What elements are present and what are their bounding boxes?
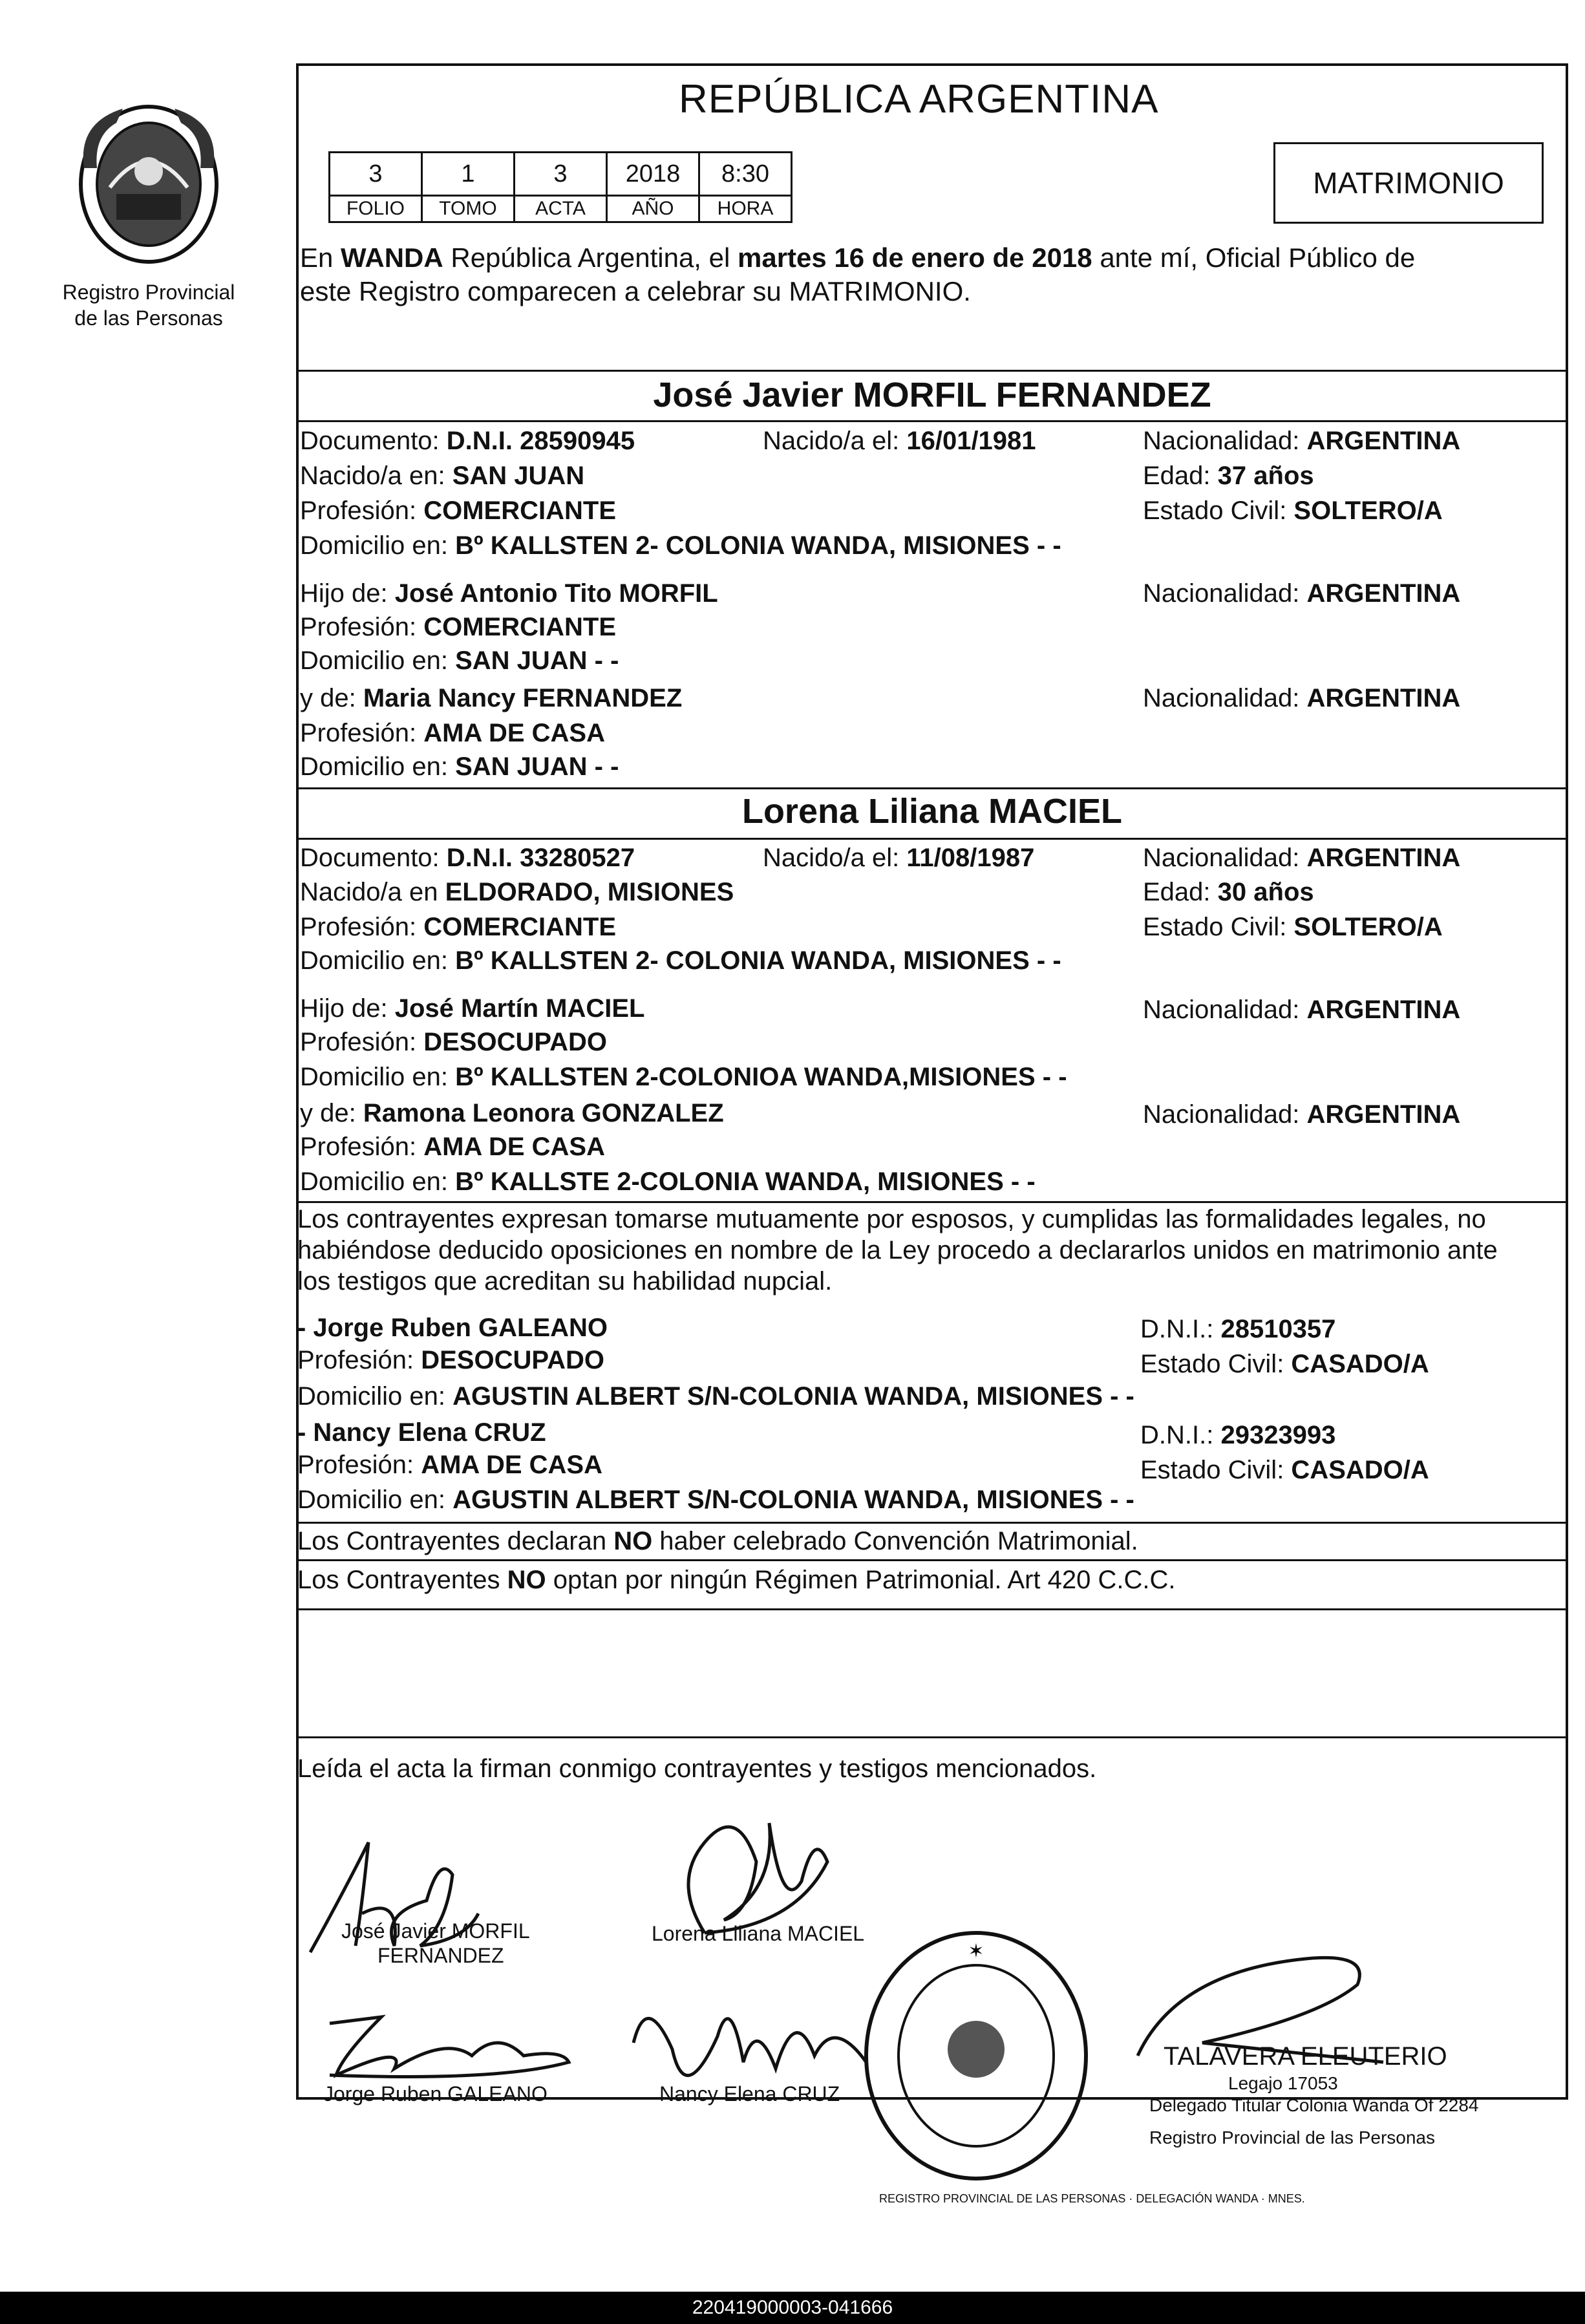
witness1-profession: Profesión: DESOCUPADO bbox=[297, 1346, 604, 1374]
c2-father-profession: Profesión: DESOCUPADO bbox=[300, 1028, 607, 1056]
official-name: TALAVERA ELEUTERIO bbox=[1164, 2042, 1447, 2071]
sig4-name: Nancy Elena CRUZ bbox=[659, 2082, 840, 2105]
folio-value: 3 bbox=[330, 153, 422, 196]
contrayente2-name: Lorena Liliana MACIEL bbox=[741, 792, 1123, 831]
official-stamp-icon bbox=[860, 1926, 1092, 2185]
hora-value: 8:30 bbox=[699, 153, 792, 196]
sig3-name: Jorge Ruben GALEANO bbox=[323, 2082, 548, 2105]
intro-line-2: este Registro comparecen a celebrar su MATRIMONIO. bbox=[300, 276, 971, 306]
official-legajo: Legajo 17053 bbox=[1228, 2073, 1338, 2093]
sig2-name: Lorena Liliana MACIEL bbox=[652, 1922, 865, 1945]
convention-statement: Los Contrayentes declaran NO haber celebrado Convención Matrimonial. bbox=[297, 1527, 1138, 1555]
c1-father-nationality: Nacionalidad: ARGENTINA bbox=[1143, 579, 1461, 608]
anio-label: AÑO bbox=[607, 196, 699, 222]
witness2-address: Domicilio en: AGUSTIN ALBERT S/N-COLONIA WANDA, MISIONES - - bbox=[297, 1486, 1134, 1514]
c1-civil-status: Estado Civil: SOLTERO/A bbox=[1143, 496, 1443, 525]
c1-mother-address: Domicilio en: SAN JUAN - - bbox=[300, 752, 619, 781]
witness2-dni: D.N.I.: 29323993 bbox=[1140, 1421, 1336, 1449]
c1-father: Hijo de: José Antonio Tito MORFIL bbox=[300, 579, 718, 608]
c1-address: Domicilio en: Bº KALLSTEN 2- COLONIA WANDA, MISIONES - - bbox=[300, 531, 1061, 560]
c1-profession: Profesión: COMERCIANTE bbox=[300, 496, 616, 525]
witness2-name: - Nancy Elena CRUZ bbox=[297, 1418, 546, 1447]
anio-value: 2018 bbox=[607, 153, 699, 196]
witness1-name: - Jorge Ruben GALEANO bbox=[297, 1314, 608, 1342]
c1-mother-profession: Profesión: AMA DE CASA bbox=[300, 719, 605, 747]
c2-age: Edad: 30 años bbox=[1143, 878, 1314, 906]
c2-civil-status: Estado Civil: SOLTERO/A bbox=[1143, 913, 1443, 941]
c1-father-address: Domicilio en: SAN JUAN - - bbox=[300, 646, 619, 675]
footer-code: 220419000003-041666 bbox=[0, 2292, 1585, 2324]
witness2-profession: Profesión: AMA DE CASA bbox=[297, 1451, 602, 1479]
sig1-line1: José Javier MORFIL bbox=[341, 1919, 530, 1943]
province-seal-icon bbox=[71, 97, 226, 272]
page-title: REPÚBLICA ARGENTINA bbox=[679, 77, 1159, 122]
c2-address: Domicilio en: Bº KALLSTEN 2- COLONIA WANDA, MISIONES - - bbox=[300, 946, 1061, 975]
declaration-line-1: Los contrayentes expresan tomarse mutuamente por esposos, y cumplidas las formalidades legales, no bbox=[297, 1205, 1486, 1233]
c1-born-on: Nacido/a el: 16/01/1981 bbox=[763, 427, 1036, 455]
svg-text:✶: ✶ bbox=[968, 1940, 984, 1963]
tomo-label: TOMO bbox=[422, 196, 515, 222]
signatures-intro: Leída el acta la firman conmigo contrayentes y testigos mencionados. bbox=[297, 1754, 1097, 1783]
c1-born-in: Nacido/a en: SAN JUAN bbox=[300, 462, 585, 490]
tomo-value: 1 bbox=[422, 153, 515, 196]
witness1-dni: D.N.I.: 28510357 bbox=[1140, 1315, 1336, 1343]
c1-father-profession: Profesión: COMERCIANTE bbox=[300, 613, 616, 641]
c1-document: Documento: D.N.I. 28590945 bbox=[300, 427, 635, 455]
c1-mother-nationality: Nacionalidad: ARGENTINA bbox=[1143, 684, 1461, 712]
witness1-civil-status: Estado Civil: CASADO/A bbox=[1140, 1350, 1429, 1378]
c1-age: Edad: 37 años bbox=[1143, 462, 1314, 490]
witness2-civil-status: Estado Civil: CASADO/A bbox=[1140, 1456, 1429, 1484]
intro-line-1: En WANDA República Argentina, el martes 16 de enero de 2018 ante mí, Oficial Público de bbox=[300, 242, 1416, 273]
act-type-box: MATRIMONIO bbox=[1273, 142, 1544, 224]
c2-mother: y de: Ramona Leonora GONZALEZ bbox=[300, 1099, 724, 1127]
c2-father-address: Domicilio en: Bº KALLSTEN 2-COLONIOA WANDA,MISIONES - - bbox=[300, 1063, 1067, 1091]
official-registry: Registro Provincial de las Personas bbox=[1149, 2127, 1435, 2148]
acta-value: 3 bbox=[515, 153, 607, 196]
c2-father: Hijo de: José Martín MACIEL bbox=[300, 994, 645, 1023]
c2-nationality: Nacionalidad: ARGENTINA bbox=[1143, 844, 1461, 872]
c2-born-on: Nacido/a el: 11/08/1987 bbox=[763, 844, 1035, 872]
registry-name: Registro Provincial de las Personas bbox=[62, 281, 235, 330]
official-role: Delegado Titular Colonia Wanda Of 2284 bbox=[1149, 2095, 1479, 2115]
c2-profession: Profesión: COMERCIANTE bbox=[300, 913, 616, 941]
acta-label: ACTA bbox=[515, 196, 607, 222]
c2-father-nationality: Nacionalidad: ARGENTINA bbox=[1143, 996, 1461, 1024]
declaration-line-3: los testigos que acreditan su habilidad nupcial. bbox=[297, 1267, 833, 1295]
witness1-address: Domicilio en: AGUSTIN ALBERT S/N-COLONIA WANDA, MISIONES - - bbox=[297, 1382, 1134, 1411]
folio-label: FOLIO bbox=[330, 196, 422, 222]
declaration-line-2: habiéndose deducido oposiciones en nombre de la Ley procedo a declararlos unidos en matrimonio ante bbox=[297, 1236, 1498, 1264]
regime-statement: Los Contrayentes NO optan por ningún Régimen Patrimonial. Art 420 C.C.C. bbox=[297, 1566, 1176, 1594]
c2-document: Documento: D.N.I. 33280527 bbox=[300, 844, 635, 872]
hora-label: HORA bbox=[699, 196, 792, 222]
record-table bbox=[328, 151, 792, 223]
c2-mother-nationality: Nacionalidad: ARGENTINA bbox=[1143, 1100, 1461, 1129]
c1-mother: y de: Maria Nancy FERNANDEZ bbox=[300, 684, 683, 712]
c1-nationality: Nacionalidad: ARGENTINA bbox=[1143, 427, 1461, 455]
c2-mother-address: Domicilio en: Bº KALLSTE 2-COLONIA WANDA, MISIONES - - bbox=[300, 1167, 1036, 1196]
stamp-text: REGISTRO PROVINCIAL DE LAS PERSONAS · DELEGACIÓN WANDA · MNES. bbox=[879, 2192, 1305, 2205]
sig1-line2: FERNANDEZ bbox=[378, 1944, 504, 1967]
c2-mother-profession: Profesión: AMA DE CASA bbox=[300, 1133, 605, 1161]
c2-born-in: Nacido/a en ELDORADO, MISIONES bbox=[300, 878, 734, 906]
contrayente1-name: José Javier MORFIL FERNANDEZ bbox=[653, 376, 1211, 414]
